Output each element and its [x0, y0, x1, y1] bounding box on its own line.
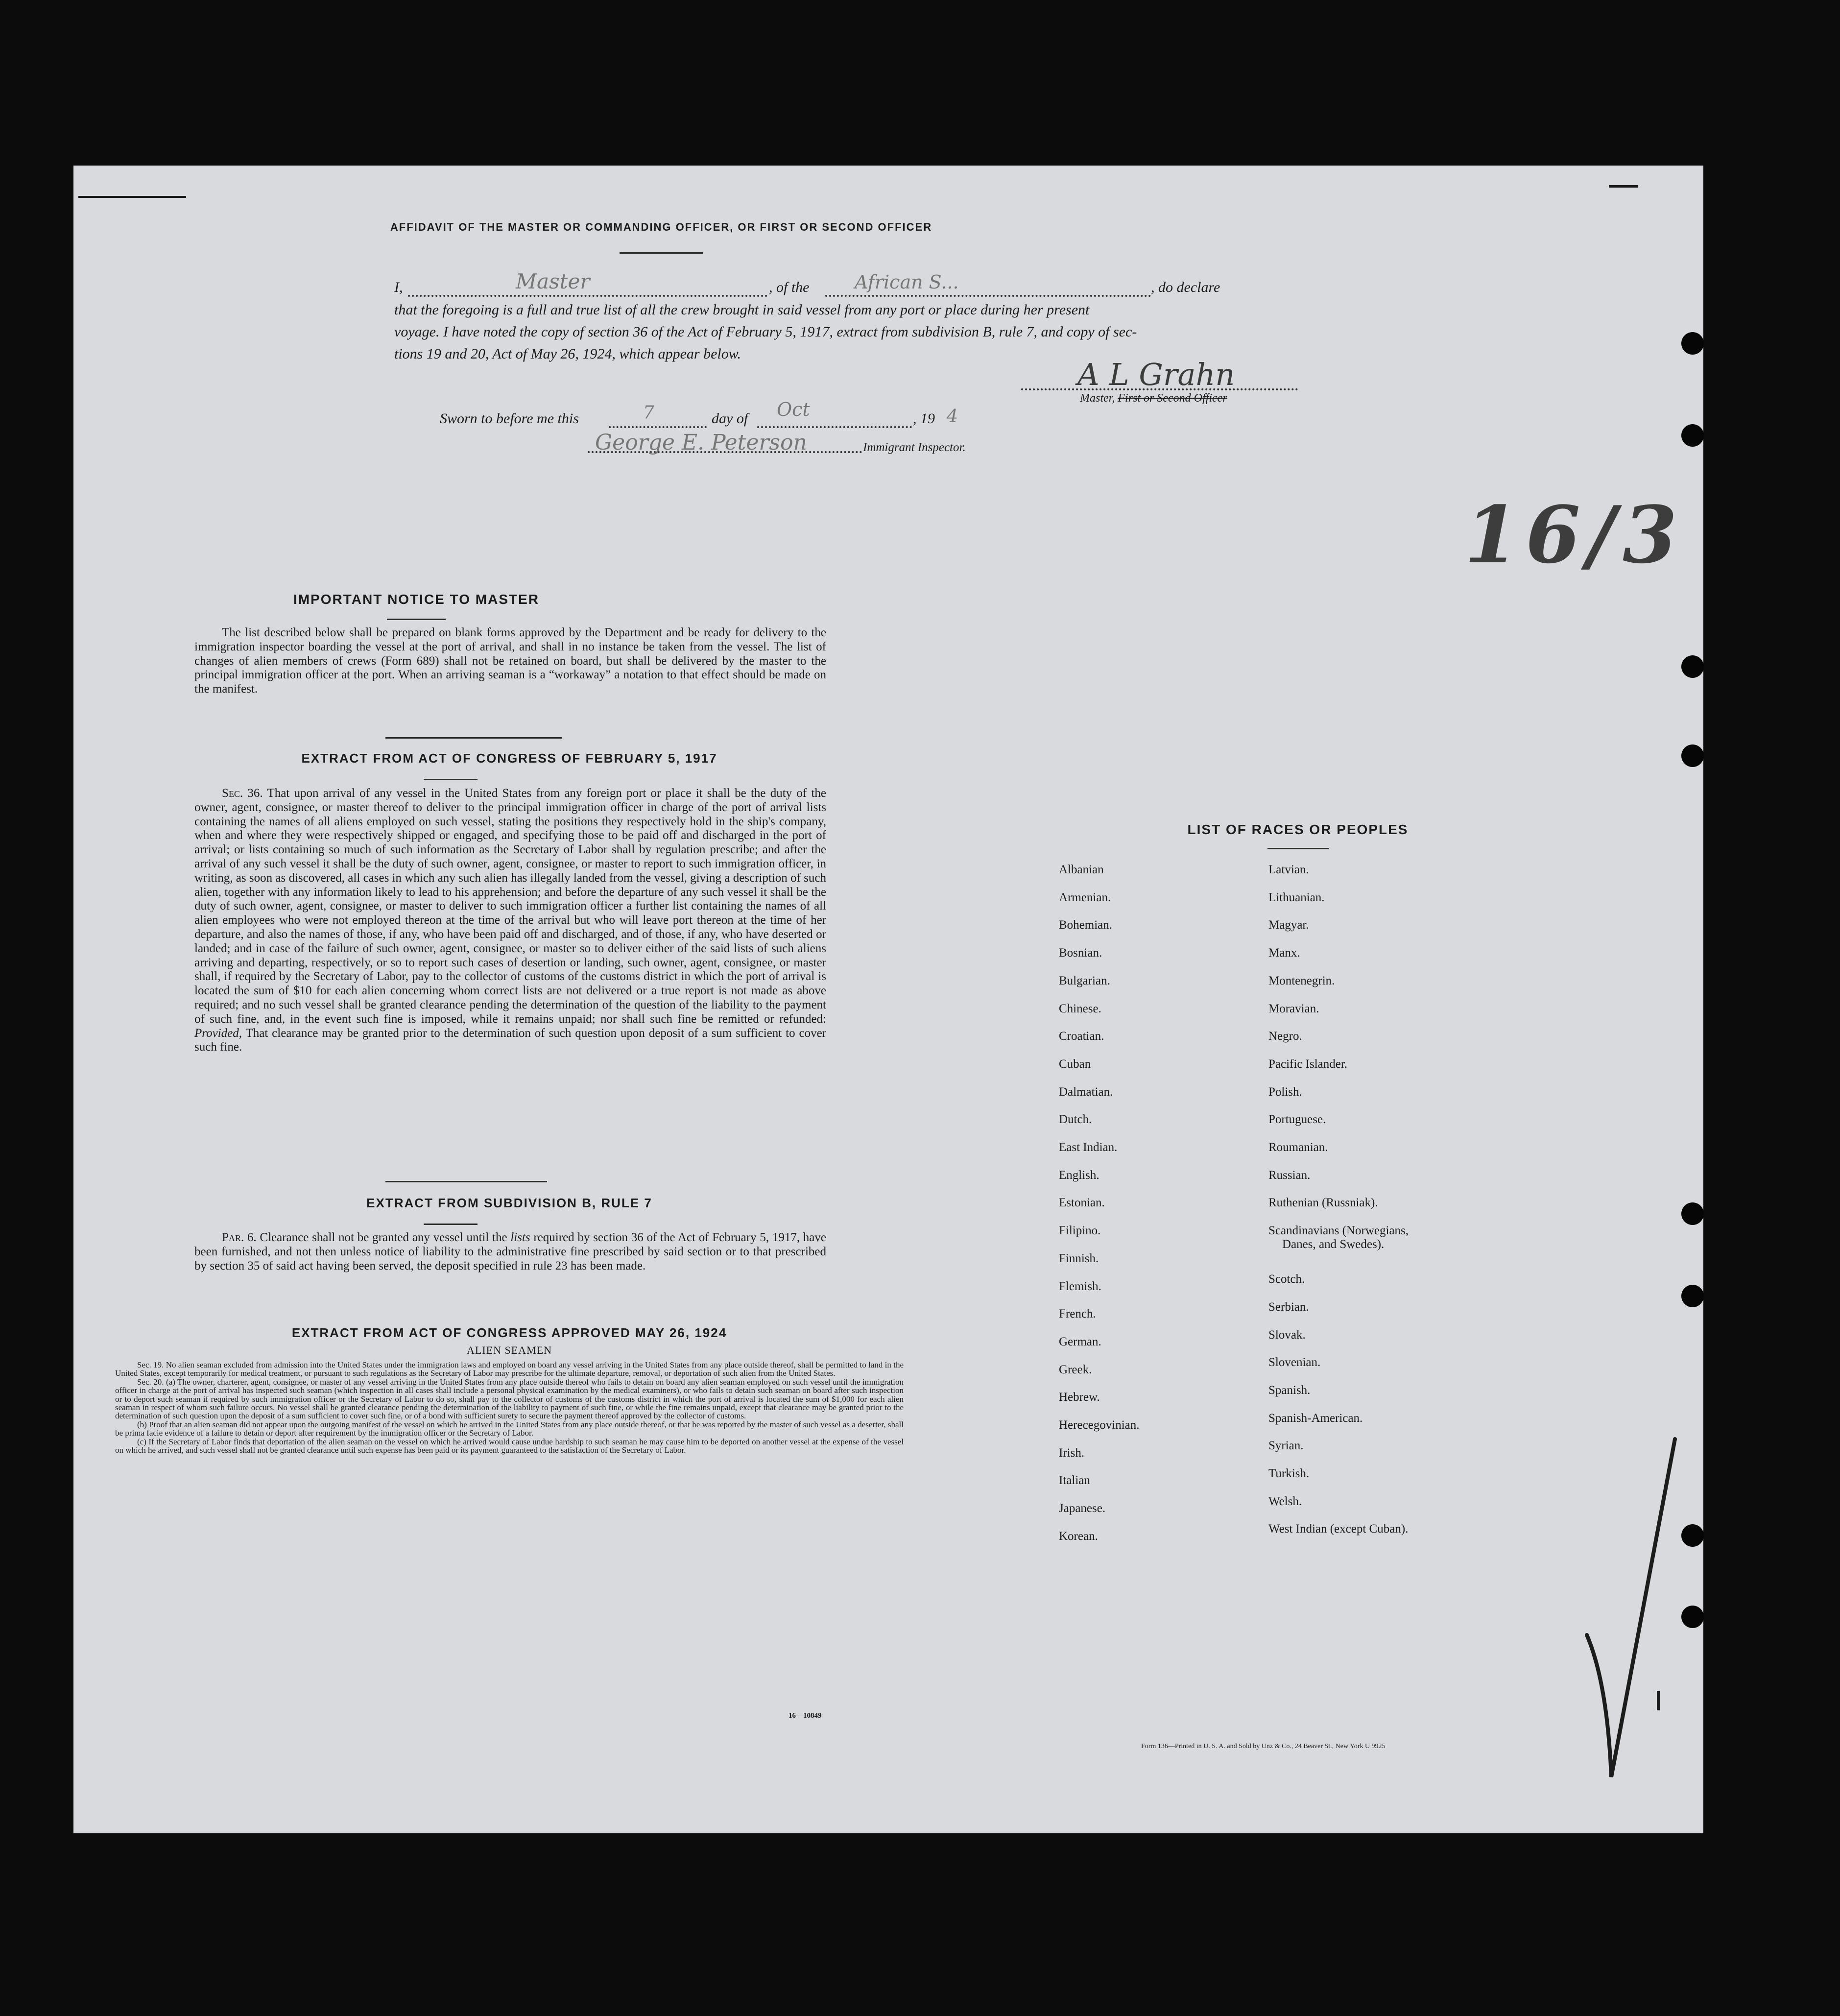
race-item: German. [1059, 1335, 1101, 1348]
extract-1924-subtitle: ALIEN SEAMEN [467, 1344, 552, 1356]
par-6-label: Par. 6. [222, 1231, 257, 1244]
scandinavians-line-1: Scandinavians (Norwegians, [1268, 1224, 1409, 1238]
binder-hole [1681, 424, 1704, 447]
race-item: Slovak. [1268, 1328, 1306, 1342]
vessel-name-blank [825, 271, 1151, 297]
affidavit-title-rule [620, 252, 703, 254]
extract-1917-divider [385, 1181, 547, 1182]
race-item: Latvian. [1268, 863, 1309, 876]
notice-body-text: The list described below shall be prepared on blank forms approved by the Department and be ready for delivery to the immigration inspector boarding the vessel at the port of arrival, and shall in no instance be taken from the vessel. The list of changes of alien members of crews (Form 689) shall not be retained on board, but shall be delivered by the master to the principal immigration officer at the port. When an arriving seaman is a “workaway” a notation to that effect should be made on the manifest. [194, 626, 826, 696]
races-title-rule [1267, 848, 1329, 849]
day-blank [609, 403, 707, 428]
affidavit-line-2: that the foregoing is a full and true list of all the crew brought in said vessel from any port or place during her present [394, 302, 1090, 318]
race-item: Irish. [1059, 1446, 1085, 1460]
scan-speck [1609, 185, 1638, 188]
extract-1924-body [115, 1361, 904, 1454]
race-item: Cuban [1059, 1057, 1091, 1071]
race-item: Bosnian. [1059, 946, 1102, 960]
race-item: Portuguese. [1268, 1113, 1326, 1127]
inspector-signature: George E. Peterson [595, 430, 807, 455]
race-item: Serbian. [1268, 1300, 1309, 1314]
race-item: West Indian (except Cuban). [1268, 1522, 1409, 1536]
binder-hole [1681, 1202, 1704, 1225]
document-sheet [73, 166, 1703, 1833]
race-item: Spanish. [1268, 1383, 1311, 1397]
year-label: , 19 [913, 410, 935, 427]
affidavit-title: AFFIDAVIT OF THE MASTER OR COMMANDING OFFICER, OR FIRST OR SECOND OFFICER [390, 221, 932, 233]
extract-1917-title: EXTRACT FROM ACT OF CONGRESS OF FEBRUARY 5, 1917 [301, 751, 717, 766]
sec-36-label: Sec. 36. [222, 787, 263, 800]
sworn-line [440, 399, 1076, 432]
race-item: Bulgarian. [1059, 974, 1110, 987]
race-item: Flemish. [1059, 1279, 1101, 1293]
race-item: Magyar. [1268, 918, 1309, 932]
race-item: Slovenian. [1268, 1356, 1321, 1369]
month-blank [757, 399, 912, 428]
scandinavians-line-2: Danes, and Swedes). [1282, 1238, 1385, 1251]
race-item: Scotch. [1268, 1272, 1305, 1286]
race-item: Estonian. [1059, 1196, 1105, 1210]
race-item: Polish. [1268, 1085, 1302, 1099]
race-item: Montenegrin. [1268, 974, 1335, 987]
check-mark [1567, 1424, 1685, 1787]
month-handwritten: Oct [777, 399, 810, 420]
binder-hole [1681, 1524, 1704, 1547]
binder-hole [1681, 655, 1704, 678]
race-item: Roumanian. [1268, 1141, 1328, 1154]
sec-20a: Sec. 20. (a) The owner, charterer, agent, consignee, or master of any vessel arriving in the United States from any place outside thereof who fails to detain on board any alien seaman employed on such vessel until the immigration officer in charge at the port of arrival has inspected such seaman (which inspection in all cases shall include a personal physical examination by the medical examiners), or who fails to detain such seaman on board after such inspection or to deport such seaman if required by such immigration officer or the Secretary of Labor to do so, shall pay to the collector of customs of the customs district in which the port of arrival is located the sum of $1,000 for each alien seaman in respect of whom such failure occurs. No vessel shall be granted clearance pending the determination of the liability to payment of such fine, or while the fine remains unpaid, except that clearance may be granted prior to the determination of such question upon the deposit of a sum sufficient to cover such fine, or of a bond with sufficient surety to secure the payment thereof approved by the collector of customs. [115, 1377, 904, 1421]
par-6-text-b: required by section 36 of the Act of February 5, 1917, have been furnished, and not then unless notice of liability to the administrative fine prescribed by said section or to that prescribed by section 35 of said act having been served, the deposit specified in rule 23 has been made. [194, 1231, 827, 1272]
race-item: Italian [1059, 1474, 1090, 1488]
race-item: Dutch. [1059, 1113, 1092, 1127]
race-item: Armenian. [1059, 890, 1111, 904]
day-handwritten: 7 [643, 403, 654, 423]
race-item: Welsh. [1268, 1494, 1302, 1508]
scan-speck [1657, 1691, 1660, 1710]
sec-19: Sec. 19. No alien seaman excluded from admission into the United States under the immigration laws and employed on board any vessel arriving in the United States from any place outside thereof, shall be permitted to land in the United States, except temporarily for medical treatment, or pursuant to such regulations as the Secretary of Labor may prescribe for the ultimate departure, removal, or deportation of such alien from the United States. [115, 1360, 904, 1378]
day-of-label: day of [712, 410, 748, 427]
race-item: Moravian. [1268, 1002, 1319, 1015]
year-handwritten: 4 [947, 407, 958, 427]
race-scandinavians [1268, 1217, 1504, 1266]
race-item: East Indian. [1059, 1141, 1118, 1154]
binder-hole [1681, 332, 1704, 355]
signature-caption [1080, 392, 1227, 405]
sec-20c: (c) If the Secretary of Labor finds that deportation of the alien seaman on the vessel on which he arrived would cause undue hardship to such seaman he may cause him to be deported on another vessel at the expense of the vessel on which he arrived, and such vessel shall not be granted clearance until such expense has been paid or its payment guaranteed to the satisfaction of the Secretary of Labor. [115, 1437, 904, 1455]
race-item: Russian. [1268, 1168, 1311, 1182]
affidavit-line-1 [394, 269, 1359, 301]
race-item: Pacific Islander. [1268, 1057, 1348, 1071]
race-item: Korean. [1059, 1529, 1098, 1543]
master-name-handwritten: Master [516, 269, 590, 293]
rule7-title-rule [424, 1224, 478, 1225]
extract-1917-body [194, 787, 826, 1055]
race-item: Ruthenian (Russniak). [1268, 1196, 1378, 1210]
master-caption: Master, [1080, 392, 1115, 405]
races-right-column [1268, 856, 1504, 1543]
rule7-body [194, 1231, 826, 1273]
rule7-title: EXTRACT FROM SUBDIVISION B, RULE 7 [366, 1196, 652, 1210]
notice-body [194, 626, 826, 696]
race-item: Greek. [1059, 1363, 1092, 1376]
sworn-label: Sworn to before me this [440, 410, 579, 427]
notice-title-rule [387, 619, 446, 620]
notice-divider [385, 737, 562, 739]
affidavit-line-3: voyage. I have noted the copy of section 36 of the Act of February 5, 1917, extract from subdivision B, rule 7, and copy of sec- [394, 324, 1137, 340]
race-item: Turkish. [1268, 1467, 1310, 1481]
scan-speck [78, 196, 186, 198]
binder-hole [1681, 1606, 1704, 1628]
vessel-name-handwritten: African S... [855, 271, 959, 293]
printer-line: Form 136—Printed in U. S. A. and Sold by Unz & Co., 24 Beaver St., New York U 9925 [1141, 1743, 1386, 1750]
of-the-label: , of the [769, 279, 810, 295]
binder-hole [1681, 744, 1704, 767]
race-item: Japanese. [1059, 1502, 1106, 1515]
races-left-column [1059, 856, 1255, 1551]
extract-1917-title-rule [424, 779, 478, 780]
binder-hole [1681, 1285, 1704, 1307]
race-item: Syrian. [1268, 1439, 1304, 1453]
race-item: Albanian [1059, 863, 1104, 876]
race-item: Negro. [1268, 1030, 1302, 1043]
race-item: Herecegovinian. [1059, 1418, 1140, 1432]
race-item: Croatian. [1059, 1030, 1104, 1043]
extract-1924-title: EXTRACT FROM ACT OF CONGRESS APPROVED MAY 26, 1924 [291, 1325, 727, 1340]
par-6-text-a: Clearance shall not be granted any vessel until the [260, 1231, 507, 1244]
race-item: Chinese. [1059, 1002, 1101, 1015]
race-item: Bohemian. [1059, 918, 1113, 932]
race-item: Lithuanian. [1268, 890, 1325, 904]
race-item: Filipino. [1059, 1224, 1101, 1238]
struck-caption: First or Second Officer [1118, 392, 1227, 405]
notice-title: IMPORTANT NOTICE TO MASTER [293, 592, 540, 607]
affidavit-line-4: tions 19 and 20, Act of May 26, 1924, which appear below. [394, 346, 741, 362]
race-item: Manx. [1268, 946, 1300, 960]
i-label: I, [394, 279, 403, 295]
race-item: Hebrew. [1059, 1391, 1100, 1404]
do-declare-label: , do declare [1151, 279, 1220, 295]
master-name-blank [408, 269, 767, 297]
proviso-text: That clearance may be granted prior to the determination of such question upon deposit of a sum sufficient to cover such fine. [194, 1026, 826, 1054]
race-item: Dalmatian. [1059, 1085, 1113, 1099]
sec-20b: (b) Proof that an alien seaman did not appear upon the outgoing manifest of the vessel on which he arrived in the United States from any place outside thereof, or that he was reported by the master of such vessel as a deserter, shall be prima facie evidence of a failure to detain or deport after requirement by the immigration officer or the Secretary of Labor. [115, 1419, 904, 1438]
proviso-label: Provided, [194, 1026, 242, 1040]
lists-word: lists [510, 1231, 530, 1244]
races-title: LIST OF RACES OR PEOPLES [1187, 822, 1409, 837]
race-item: English. [1059, 1168, 1099, 1182]
signature-line [1021, 388, 1298, 390]
inspector-label: Immigrant Inspector. [863, 441, 966, 454]
race-item: Spanish-American. [1268, 1411, 1363, 1425]
race-item: French. [1059, 1307, 1096, 1321]
margin-note: 16/3 [1464, 489, 1684, 581]
master-signature: A L Grahn [1077, 357, 1235, 392]
form-number: 16—10849 [789, 1712, 822, 1720]
race-item: Finnish. [1059, 1251, 1099, 1265]
sec-36-text: That upon arrival of any vessel in the United States from any foreign port or place it shall be the duty of the owner, agent, consignee, or master thereof to deliver to the principal immigration officer in charge of the port of arrival lists containing the names of all aliens employed on such vessel, stating the positions they respectively hold in the ship's company, when and where they were respectively shipped or engaged, and specifying those to be paid off and discharged in the port of arrival; or lists containing so much of such information as the Secretary of Labor shall by regulation prescribe; and after the arrival of any such vessel it shall be the duty of such owner, agent, consignee, or master to report to such immigration officer, in writing, as soon as discovered, all cases in which any such alien has illegally landed from the vessel, giving a description of such alien, together with any information likely to lead to his apprehension; and before the departure of any such vessel it shall be the duty of such owner, agent, consignee, or master to deliver to such immigration officer a further list containing the names of all alien employees who were not employed thereon at the time of the arrival but who will leave port thereon at the time of her departure, and also the names of those, if any, who have been paid off and discharged, and of those, if any, who have deserted or landed; and in case of the failure of such owner, agent, consignee, or master so to deliver either of the said lists of such aliens arriving and departing, respectively, or so to report such cases of desertion or landing, such owner, agent, consignee, or master shall, if required by the Secretary of Labor, pay to the collector of customs of the customs district in which the port of arrival is located the sum of $10 for each alien concerning whom correct lists are not delivered or a true report is not made as above required; and no such vessel shall be granted clearance pending the determination of the question of the liability to the payment of such fine, and, in the event such fine is imposed, while it remains unpaid; nor shall such fine be remitted or refunded: [194, 787, 826, 1026]
